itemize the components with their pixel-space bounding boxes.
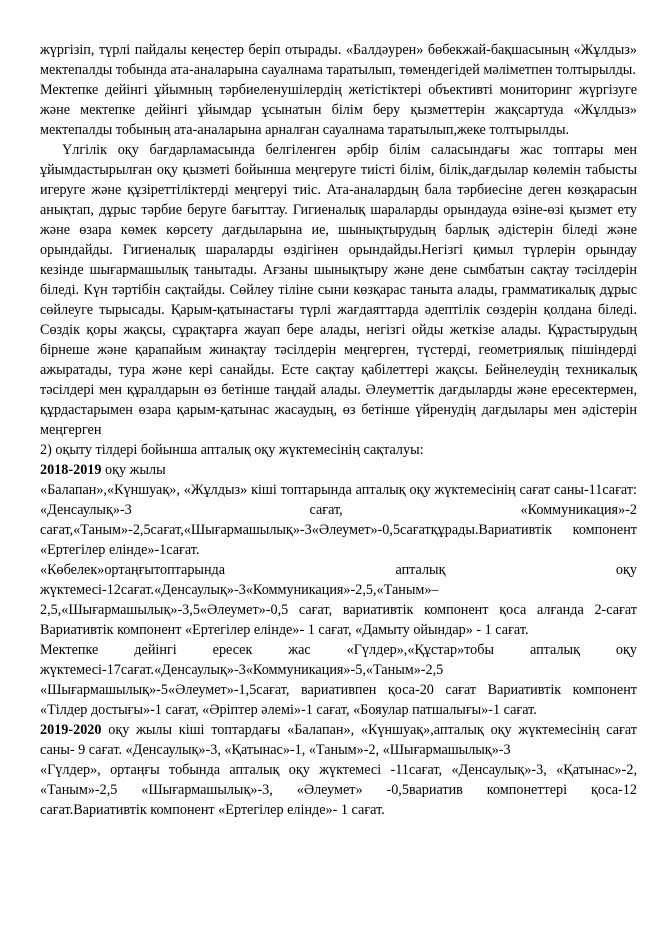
- paragraph-3: Үлгілік оқу бағдарламасында белгіленген әрбір білім саласындағы жас топтары мен ұйымдастырылған оқу қызметі бойынша меңгеруге тиісті білім, білік,дағдылар көлемін табысты игеруге және құзіреттіліктерді меңгеруі тиіс. Ата-аналардың бала тәрбиесіне деген көзқарасын анықтап, дұрыс тәрбие беруге бағыттау. Гигиеналық шараларды орындауда өзіне-өзі қызмет ету және өзара көмек көрсету дағдыларына ие, шынықтырудың барлық әдістерін біледі және орындайды. Гигиеналық шараларды өздігінен орындайды.Негізгі қимыл түрлерін орындау кезінде шығармашылық танытады. Ағзаны шынықтыру және дене сымбатын сақтау тәсілдерін біледі. Күн тәртібін сақтайды. Сөйлеу тіліне сыни көзқарас таныта алады, грамматикалық дұрыс сөйлеуге тырысады. Қарым-қатынастағы түрлі жағдаяттарда әдептілік сөздерін қолдана біледі. Сөздік қоры жақсы, сұрақтарға жауап бере алады, негізгі ойды жеткізе алады. Құрастырудың бірнеше және қарапайым жинақтау тәсілдерін меңгерген, түстерді, геометриялық пішіндерді ажыратады, тура және кері санайды. Есте сақтау қабілеттері жақсы. Бейнелеудің техникалық тәсілдері мен құралдарын өз бетінше таңдай алады. Әлеуметтік дағдыларды және ересектермен, құрдастарымен өзара қарым-қатынас жасаудың, өз бетінше үйренудің дағдылары мен әдістерін меңгерген: [40, 142, 637, 438]
- year-label: 2018-2019: [40, 462, 102, 478]
- paragraph-2: Мектепке дейінгі ұйымның тәрбиеленушілердің жетістіктері объективті мониторинг жүргізуге және мектепке дейінгі ұйымдар ұсынатын білім беру қызметтерін жақсартуда «Жұлдыз» мектепалды тобының ата-аналарына арналған сауалнама таратылып,жеке толтырылды.: [40, 82, 637, 138]
- year-heading-2018: [40, 460, 637, 480]
- year-suffix: оқу жылы: [101, 462, 166, 478]
- paragraph-1: жүргізіп, түрлі пайдалы кеңестер беріп отырады. «Балдәурен» бөбекжай-бақшасының «Жұлдыз» мектепалды тобында ата-аналарына сауалнама таратылып, төмендегідей мәліметпен толтырылды.: [40, 42, 637, 78]
- paragraph-5: «Балапан»,«Күншуақ», «Жұлдыз» кіші топтарында апталық оқу жүктемесінің сағат саны-11сағат: «Денсаулық»-3 сағат, «Коммуникация»-2 сағат,«Таным»-2,5сағат,«Шығармашылық»-3«Әлеумет»-0,5сағатқұрады.Вариативтік компонент «Ертегілер елінде»-1сағат.: [40, 482, 637, 558]
- year-label: 2019-2020: [40, 722, 102, 738]
- paragraph-6: «Көбелек»ортаңғытоптарында апталық оқу жүктемесі-12сағат.«Денсаулық»-3«Коммуникация»-2,5,«Таным»–2,5,«Шығармашылық»-3,5«Әлеумет»-0,5 сағат, вариативтік компонент қоса алғанда 2-сағат Вариативтік компонент «Ертегілер елінде»- 1 сағат, «Дамыту ойындар» - 1 сағат.: [40, 562, 637, 638]
- paragraph-8-text: оқу жылы кіші топтардағы «Балапан», «Күншуақ»,апталық оқу жүктемесінің сағат саны- 9 сағат. «Денсаулық»-3, «Қатынас»-1, «Таным»-2, «Шығармашылық»-3: [40, 722, 637, 758]
- paragraph-7: Мектепке дейінгі ересек жас «Гүлдер»,«Құстар»тобы апталық оқу жүктемесі-17сағат.«Денсаулық»-3«Коммуникация»-5,«Таным»-2,5 «Шығармашылық»-5«Әлеумет»-1,5сағат, вариативпен қоса-20 сағат Вариативтік компонент «Тілдер достығы»-1 сағат, «Әріптер әлемі»-1 сағат, «Бояулар патшалығы»-1 сағат.: [40, 642, 637, 718]
- paragraph-9: «Гүлдер», ортаңғы тобында апталық оқу жүктемесі -11сағат, «Денсаулық»-3, «Қатынас»-2, «Таным»-2,5 «Шығармашылық»-3, «Әлеумет» -0,5вариатив компонеттері қоса-12 сағат.Вариативтік компонент «Ертегілер елінде»- 1 сағат.: [40, 762, 637, 818]
- paragraph-4: 2) оқыту тілдері бойынша апталық оқу жүктемесінің сақталуы:: [40, 442, 424, 458]
- paragraph-8: [40, 720, 637, 760]
- document-page: [40, 40, 637, 820]
